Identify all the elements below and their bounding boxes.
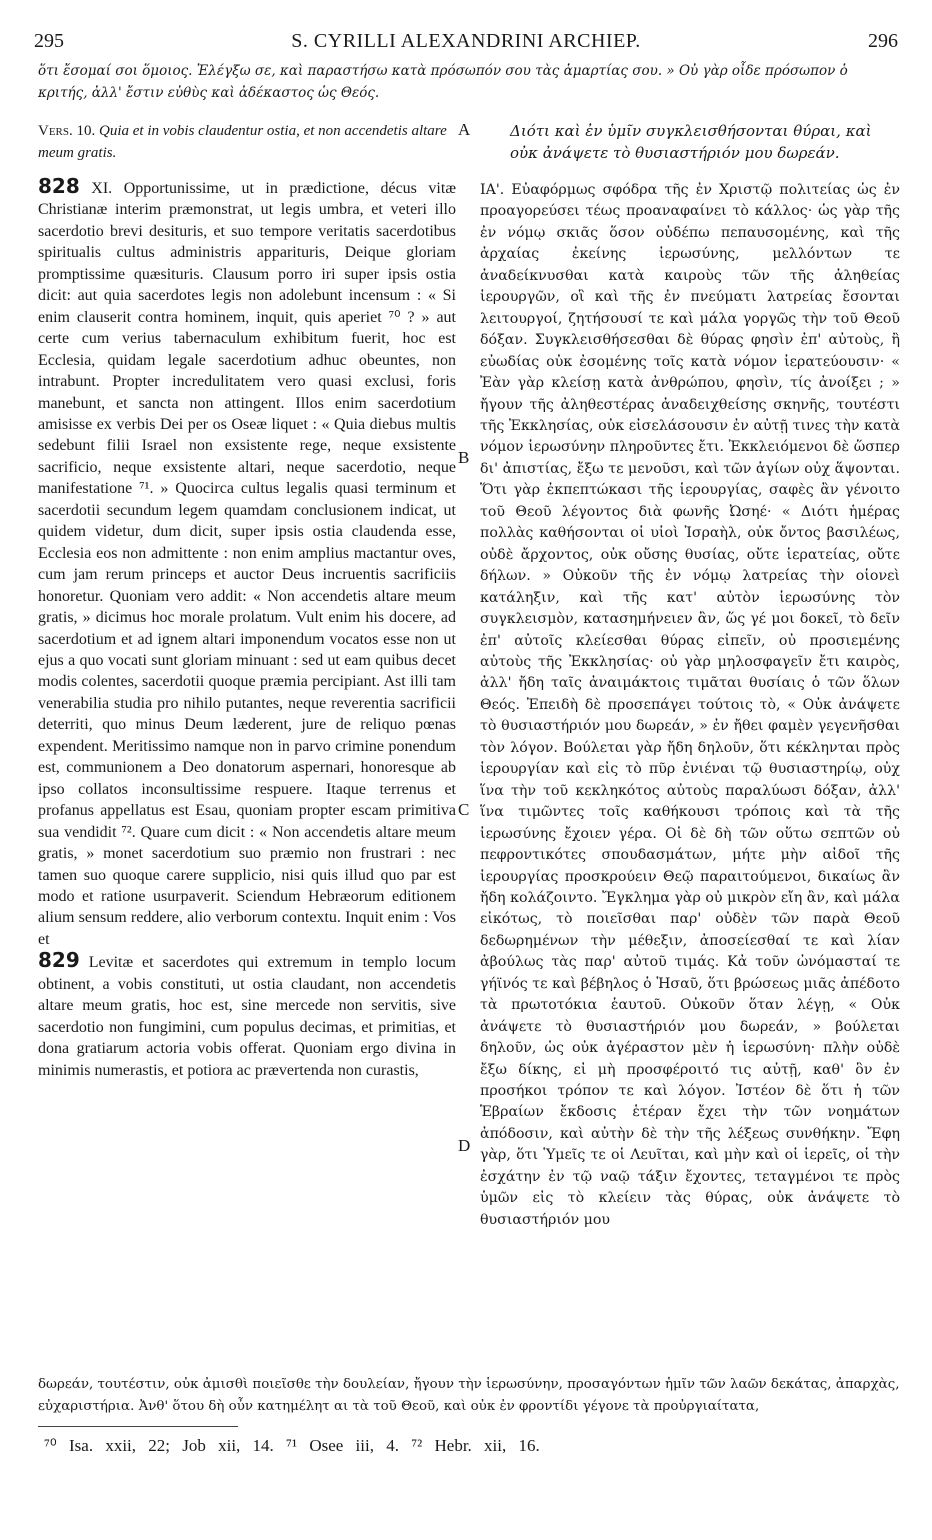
page-number-left: 295 <box>34 30 64 52</box>
top-greek-continuation: ὅτι ἔσομαί σοι ὅμοιος. Ἐλέγξω σε, καὶ παραστήσω κατὰ πρόσωπόν σου τὰς ἁμαρτίας σου. » Οὐ γὰρ οἶδε πρόσωπον ὁ κριτής, ἀλλ' ἔστιν εὐθὺς καὶ ἀδέκαστος ὡς Θεός. <box>38 63 848 101</box>
greek-column <box>480 180 900 1231</box>
column-number-828: 828 <box>38 174 80 198</box>
running-title: S. CYRILLI ALEXANDRINI ARCHIEP. <box>291 30 641 52</box>
margin-marker-b: B <box>458 448 470 467</box>
footnote-72: ⁷² Hebr. xii, 16. <box>411 1436 540 1455</box>
latin-paragraph-1 <box>38 176 456 950</box>
margin-marker-a: A <box>458 120 471 139</box>
column-number-829: 829 <box>38 948 80 973</box>
footnotes <box>44 1436 904 1456</box>
latin-column <box>38 176 456 1081</box>
latin-paragraph-2 <box>38 950 456 1081</box>
footnote-70: ⁷⁰ Isa. xxii, 22; Job xii, 14. <box>44 1436 274 1455</box>
verse-greek: Διότι καὶ ἐν ὑμῖν συγκλεισθήσονται θύραι, καὶ οὐκ ἀνάψετε τὸ θυσιαστήριόν μου δωρεάν. <box>510 122 872 162</box>
running-header <box>34 30 898 58</box>
latin-text-1: XI. Opportunissime, ut in prædictione, décus vitæ Christianæ interim præmonstrat, ut legis umbra, et veteri illo sacerdotio brevi desituris, et suo tempore veritatis sacerdotibus spiritualis cultus administris apparituris, Deique gloriam promptissime quæsituris. Clausum porro iri super ipsis ostia dicit: aut quia sacerdotes legis non adolebunt incensum : « Si enim clauserit contra hominem, inquit, quis aperiet ⁷⁰ ? » aut certe cum verius tabernaculum exhibitum fuerit, hoc est Ecclesia, quidam legale sacerdotium adhuc obeuntes, non intrabunt. Propter incredulitatem vero quasi exclusi, foris manebunt, et sancta non attingent. Illos enim sacerdotium amisisse ex verbis Dei per os Oseæ liquet : « Quia diebus multis sedebunt filii Israel non exsistente rege, neque exsistente sacrificio, neque exsistente altari, neque sacerdotio, neque manifestatione ⁷¹. » Quocirca cultus legalis quasi terminum et sacerdotii secundum legem quamdam conclusionem indicat, ut quidem videtur, dum dicit, super ipsis ostia claudenda esse, Ecclesia eos non admittente : non enim amplius mactantur oves, cum jam rerum princeps et auctor Deus incruentis sacrificiis honoretur. Quoniam vero addit: « Non accendetis altare meum gratis, » dicimus hoc morale prolatum. Vult enim his docere, ad sacerdotium et ad ignem altari imponendum vocatos esse non ut ejus a quo vocati sunt gloriam minuant : sed ut eam quibus decet modis colentes, sacerdotii quoque præmia percipiant. Ast illi tam venerabilia studia pro nihilo putantes, neque reverentia sacrificii deterriti, quo minus Deum læderent, jure de reliquo pœnas expendent. Meritissimo namque non in parvo crimine ponendum est, communionem a Deo donatorum aspernari, honoresque ab ipso collatos inconsultissime respuere. Itaque terrenus et profanus appellatus est Esau, quoniam propter escam primitiva sua vendidit ⁷². Quare cum dicit : « Non accendetis altare meum gratis, » monet sacerdotium suo præmio non frustrari : nec tamen suo quoque carere supplicio, nisi quis illud quo par est modo et ratione usurpaverit. Sciendum Hebræorum editionem alium sensum reddere, alio verborum contextu. Inquit enim : Vos et <box>38 180 456 948</box>
page-number-right: 296 <box>868 30 898 52</box>
greek-paragraph: ΙΑ'. Εὐαφόρμως σφόδρα τῆς ἐν Χριστῷ πολιτείας ὡς ἐν προαγορεύσει τέως προαναφαίνει τὸ κάλλος· ὡς γὰρ τῆς ἐν νόμῳ σκιᾶς ὅσον οὐδέπω πεπαυσομένης, καὶ τῆς ἀρχαίας ἐκείνης ἱερωσύνης, μελλόντων τε ἀναδείκνυσθαι κατὰ καιροὺς τῶν τῆς ἀληθείας ἱερουργῶν, οἳ καὶ τῆς ἐν πνεύματι λατρείας ἔσονται λειτουργοί, ζητήσουσί τε καὶ μάλα γοργῶς τὴν τοῦ Θεοῦ δόξαν. Συγκλεισθήσεσθαι δὲ θύρας φησὶν ἐπ' αὐτοὺς, ἢ εὐωδίας οὐκ ἐσομένης τοῖς κατὰ νόμον ἱερατεύουσιν· « Ἐὰν γὰρ κλείσῃ κατὰ ἀνθρώπου, φησὶν, τίς ἀνοίξει ; » ἤγουν τῆς ἀληθεστέρας ἀναδειχθείσης σκηνῆς, τουτέστι τῆς Ἐκκλησίας, οὐκ εἰσελάσουσιν ἐν αὐτῇ τινες τὴν κατὰ νόμον ἱερωσύνην πληροῦντες ἔτι. Ἐκκλειόμενοι δὲ ὥσπερ δι' ἀπιστίας, ἔξω τε μενοῦσι, καὶ τῶν ἁγίων οὐχ ἅψονται. Ὅτι γὰρ ἐκπεπτώκασι τῆς ἱερουργίας, σαφὲς ἂν γένοιτο τοῦ Θεοῦ λέγοντος διὰ φωνῆς Ὠσηέ· « Διότι ἡμέρας πολλὰς καθήσονται οἱ υἱοὶ Ἰσραὴλ, οὐκ ὄντος βασιλέως, οὐδὲ ἄρχοντος, οὐκ οὔσης θυσίας, οὔτε ἱερατείας, οὔτε δήλων. » Οὐκοῦν τῆς ἐν νόμῳ λατρείας τὴν οἱονεὶ κατάληξιν, καὶ τῆς κατ' αὐτὸν ἱερωσύνης τὸν συγκλεισμὸν, κατασημήνειεν ἂν, ὥς γέ μοι δοκεῖ, τὸ δεῖν ἐπ' αὐτοῖς κλείεσθαι θύρας εἰπεῖν, οὐ προσιεμένης αὐτοὺς τῆς Ἐκκλησίας· οὐ γὰρ μηλοσφαγεῖν ἔτι καιρὸς, ἀλλ' ἤδη ταῖς ἀναιμάκτοις τιμᾶται θυσίαις ὁ τῶν ὅλων Θεός. Ἐπειδὴ δὲ προσεπάγει τούτοις τὸ, « Οὐκ ἀνάψετε τὸ θυσιαστήριόν μου δωρεάν, » ἐν ἤθει φαμὲν γεγενῆσθαι τὸν λόγον. Βούλεται γὰρ ἤδη δηλοῦν, ὅτι κέκληνται πρὸς ἱερουργίαν καὶ εἰς τὸ πῦρ ἐνιέναι τῷ θυσιαστηρίῳ, οὐχ ἵνα τὴν τοῦ κεκληκότος αὐτοὺς παραλύωσι δόξαν, ἀλλ' ἵνα τιμῶντες τοῖς καθήκουσι τρόποις καὶ τὰ τῆς ἱερωσύνης ἔχοιεν γέρα. Οἱ δὲ δὴ τῶν οὕτω σεπτῶν οὐ πεφροντικότες σπουδασμάτων, μήτε μὴν αἰδοῖ τῆς ἱερουργίας προσκρούειν Θεῷ παραιτούμενοι, δικαίως ἂν ἤδη κολάζοιντο. Ἔγκλημα γὰρ οὐ μικρὸν εἴη ἂν, καὶ μάλα εἰκότως, τὸ ποιεῖσθαι παρ' οὐδὲν τῶν παρὰ Θεοῦ δεδωρημένων τὴν μέθεξιν, ἀποσείεσθαί τε καὶ λίαν ἀβούλως τὰς παρ' αὐτοῦ τιμάς. Κἀ τοῦν ὠνόμασταί τε γήϊνός τε καὶ βέβηλος ὁ Ἡσαῦ, ὅτι βρώσεως μιᾶς ἀπέδοτο τὰ πρωτοτόκια ἑαυτοῦ. Οὐκοῦν ὅταν λέγῃ, « Οὐκ ἀνάψετε τὸ θυσιαστήριόν μου δωρεάν, » βούλεται δηλοῦν, ὡς οὐκ ἀγέραστον μὲν ἡ ἱερωσύνη· πλὴν οὐδὲ ἔξω δίκης, εἰ μὴ προσφέροιτό τις αὐτῇ, καθ' ὃν ἐν προσήκοι τρόπον τε καὶ λόγον. Ἰστέον δὲ ὅτι ἡ τῶν Ἑβραίων ἔκδοσις ἑτέραν ἔχει τὴν τῶν νοημάτων ἀπόδοσιν, καὶ αὐτὴν δὲ τὴν τῆς λέξεως συνθήκην. Ἔφη γὰρ, ὅτι Ὑμεῖς τε οἱ Λευῖται, καὶ μὴν καὶ οἱ ἱερεῖς, οἱ τὴν ἐσχάτην ἐν τῷ ναῷ τάξιν ἔχοντες, τεταγμένοι τε πρὸς ὑμῶν εἰς τὸ κλείειν τὰς θύρας, οὐκ ἀνάψετε τὸ θυσιαστήριόν μου <box>480 182 900 1228</box>
bottom-greek-full-width: δωρεάν, τουτέστιν, οὐκ ἀμισθὶ ποιεῖσθε τὴν δουλείαν, ἤγουν τὴν ἱερωσύνην, προσαγόντων ἡμῖν τῶν λαῶν δεκάτας, ἀπαρχὰς, εὐχαριστήρια. Ἀνθ' ὅτου δὴ οὖν κατημέλητ αι τὰ τοῦ Θεοῦ, καὶ οὐκ ἐν φροντίδι γέγονε τὰ προὐργιαίτατα, <box>38 1377 900 1414</box>
margin-marker-d: D <box>458 1136 471 1155</box>
verse-label: Vers. 10. <box>38 123 96 139</box>
footnote-rule <box>38 1426 238 1427</box>
verse-latin-text: Quia et in vobis claudentur ostia, et non accendetis altare meum gratis. <box>38 123 447 161</box>
footnote-71: ⁷¹ Osee iii, 4. <box>286 1436 399 1455</box>
verse-latin <box>38 120 464 164</box>
latin-text-2: Levitæ et sacerdotes qui extremum in templo locum obtinent, a vobis constituti, ut ostia claudant, non accendetis altare meum gratis, hoc est, sine mercede non servitis, sive sacerdotio non fungimini, cum populus decimas, et primitias, et dona gratiarum actoria vobis offerat. Quoniam ergo divina in minimis numerastis, et potiora ac prævertenda non curastis, <box>38 954 456 1079</box>
margin-marker-c: C <box>458 800 470 819</box>
